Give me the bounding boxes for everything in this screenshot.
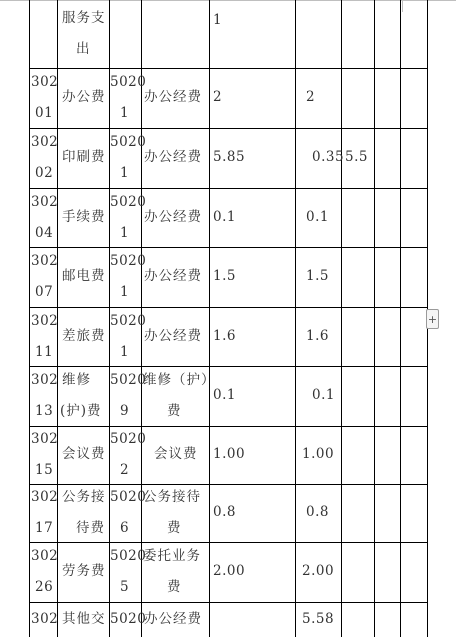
item-name: 其他交 [62, 610, 106, 627]
expense-category-line2: 费 [167, 579, 182, 595]
table-row-border [29, 426, 427, 427]
econ-code: 5020 [110, 253, 147, 269]
account-code: 302 [31, 134, 59, 150]
item-name: 差旅费 [62, 327, 106, 344]
account-code: 302 [31, 253, 59, 269]
econ-code: 5020 [110, 134, 147, 150]
amount-total: 2 [213, 89, 223, 105]
amount-total: 5.85 [213, 149, 246, 165]
item-name: 办公费 [62, 89, 106, 105]
amount-basic: 1.6 [306, 327, 329, 344]
econ-code-suffix: 9 [120, 403, 130, 419]
econ-code: 5020 [110, 193, 147, 210]
account-code-suffix: 26 [35, 579, 54, 595]
expense-category: 会议费 [154, 446, 198, 462]
amount-basic: 1.5 [306, 268, 329, 284]
expense-category: 委托业务 [143, 548, 201, 564]
account-code: 302 [31, 312, 59, 329]
account-code-suffix: 01 [35, 105, 54, 121]
econ-code-suffix: 1 [120, 284, 130, 300]
econ-code-suffix: 2 [120, 462, 130, 478]
expense-category: 维修（护） [143, 372, 216, 388]
table-row-border [29, 307, 427, 308]
amount-total: 0.8 [213, 504, 236, 520]
econ-code-suffix: 1 [120, 105, 130, 121]
econ-code: 5020 [110, 431, 147, 447]
account-code: 302 [31, 548, 59, 564]
item-name: 劳务费 [62, 563, 106, 579]
account-code: 302 [31, 610, 59, 627]
amount-total: 1.6 [213, 327, 236, 344]
econ-code: 5020 [110, 372, 147, 388]
econ-code: 5020 [110, 312, 147, 329]
expense-category: 办公经费 [144, 89, 202, 105]
amount-basic: 0.1 [312, 387, 335, 403]
expense-category: 办公经费 [144, 610, 202, 627]
account-code: 302 [31, 489, 59, 505]
amount-total: 0.1 [213, 387, 236, 403]
expense-category: 办公经费 [144, 208, 202, 225]
account-code-suffix: 07 [35, 284, 54, 300]
expense-category: 公务接待 [143, 489, 201, 505]
item-name: 公务接 [62, 489, 106, 505]
table-row-border [29, 188, 427, 189]
item-name: 会议费 [62, 446, 106, 462]
account-code: 302 [31, 431, 59, 447]
econ-code: 5020 [110, 74, 147, 90]
econ-code-suffix: 1 [120, 165, 130, 181]
account-code-suffix: 13 [35, 403, 54, 419]
econ-code: 5020 [110, 489, 147, 505]
item-name-line2: 出 [76, 41, 91, 57]
econ-code: 5020 [110, 610, 147, 627]
account-code-suffix: 02 [35, 165, 54, 181]
expense-category: 办公经费 [144, 268, 202, 284]
account-code-suffix: 04 [35, 224, 54, 241]
table-row-border [29, 68, 427, 69]
item-name-line2: 待费 [76, 520, 105, 536]
item-name: 邮电费 [62, 268, 106, 284]
amount-total: 0.1 [213, 208, 236, 225]
econ-code-suffix: 1 [120, 224, 130, 241]
econ-code-suffix: 6 [120, 520, 130, 536]
expense-category-line2: 费 [167, 403, 182, 419]
amount-basic: 0.35 [312, 149, 345, 165]
table-row-border [29, 602, 427, 603]
amount-basic: 2.00 [302, 563, 335, 579]
econ-code: 5020 [110, 548, 147, 564]
expense-category: 办公经费 [144, 327, 202, 344]
account-code: 302 [31, 74, 59, 90]
amount-basic: 1.00 [302, 446, 335, 462]
item-name: 手续费 [62, 208, 106, 225]
expense-category: 办公经费 [144, 149, 202, 165]
account-code-suffix: 17 [35, 520, 54, 536]
amount-total: 2.00 [213, 563, 246, 579]
amount-basic: 0.1 [306, 208, 329, 225]
table-row-border [29, 247, 427, 248]
econ-code-suffix: 5 [120, 579, 130, 595]
table-row-border [29, 128, 427, 129]
item-name-line2: (护)费 [60, 403, 102, 419]
plus-icon[interactable]: + [426, 309, 439, 329]
amount-total: 1.00 [213, 446, 246, 462]
account-code-suffix: 11 [35, 343, 54, 360]
amount-basic: 2 [306, 89, 316, 105]
amount-basic: 5.58 [302, 610, 335, 627]
account-code: 302 [31, 193, 59, 210]
item-name: 服务支 [62, 10, 106, 26]
amount-project: 5.5 [345, 149, 368, 165]
account-code: 302 [31, 372, 59, 388]
expense-category-line2: 费 [167, 520, 182, 536]
amount-basic: 0.8 [306, 504, 329, 520]
item-name: 印刷费 [62, 149, 106, 165]
amount-total: 1.5 [213, 268, 236, 284]
account-code-suffix: 15 [35, 462, 54, 478]
item-name: 维修 [62, 372, 91, 388]
amount-total: 1 [213, 12, 223, 28]
econ-code-suffix: 1 [120, 343, 130, 360]
